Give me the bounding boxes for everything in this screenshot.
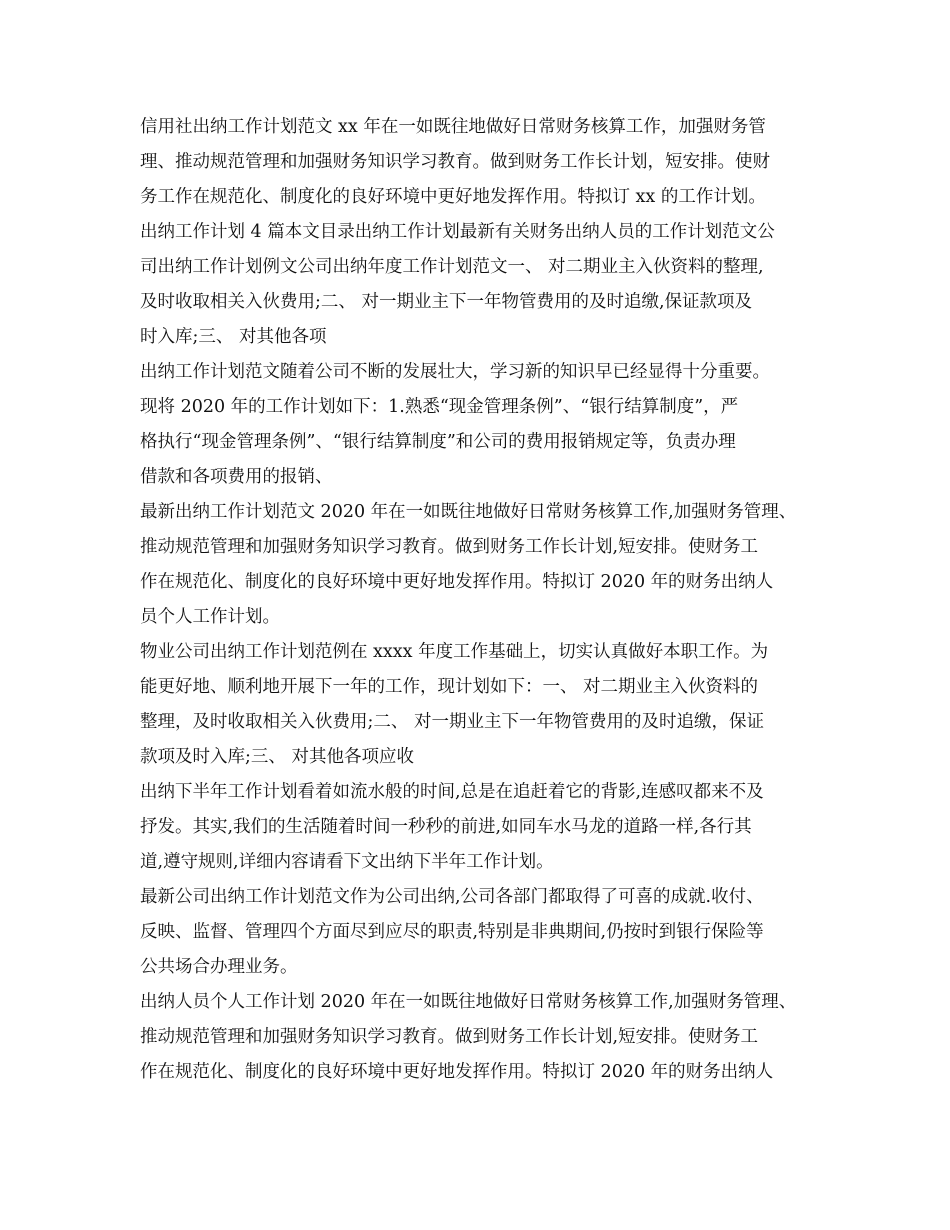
text-line: 作在规范化、制度化的良好环境中更好地发挥作用。特拟订 2020 年的财务出纳人 [140,1062,774,1082]
text-line: 最新出纳工作计划范文 2020 年在一如既往地做好日常财务核算工作,加强财务管理、 [140,502,797,522]
text-line: 员个人工作计划。 [140,607,280,627]
text-line: 务工作在规范化、制度化的良好环境中更好地发挥作用。特拟订 xx 的工作计划。 [140,187,766,207]
text-line: 出纳下半年工作计划看着如流水般的时间,总是在追赶着它的背影,连感叹都来不及 [140,782,764,802]
text-line: 推动规范管理和加强财务知识学习教育。做到财务工作长计划,短安排。使财务工 [140,1027,759,1047]
text-line: 时入库;三、 对其他各项 [140,327,327,347]
text-line: 司出纳工作计划例文公司出纳年度工作计划范文一、 对二期业主入伙资料的整理, [140,257,764,277]
text-line: 出纳人员个人工作计划 2020 年在一如既往地做好日常财务核算工作,加强财务管理、 [140,992,797,1012]
text-line: 借款和各项费用的报销、 [140,467,333,487]
text-line: 作在规范化、制度化的良好环境中更好地发挥作用。特拟订 2020 年的财务出纳人 [140,572,774,592]
text-line: 道,遵守规则,详细内容请看下文出纳下半年工作计划。 [140,852,554,872]
text-line: 出纳工作计划 4 篇本文目录出纳工作计划最新有关财务出纳人员的工作计划范文公 [140,222,775,242]
text-line: 现将 2020 年的工作计划如下：1.熟悉“现金管理条例”、“银行结算制度”，严 [140,397,739,417]
document-body [140,110,820,1090]
text-line: 反映、监督、管理四个方面尽到应尽的职责,特别是非典期间,仍按时到银行保险等 [140,922,764,942]
text-line: 能更好地、顺利地开展下一年的工作，现计划如下：一、 对二期业主入伙资料的 [140,677,759,697]
text-line: 整理，及时收取相关入伙费用;二、 对一期业主下一年物管费用的及时追缴，保证 [140,712,764,732]
text-line: 物业公司出纳工作计划范例在 xxxx 年度工作基础上，切实认真做好本职工作。为 [140,642,769,662]
text-line: 理、推动规范管理和加强财务知识学习教育。做到财务工作长计划，短安排。使财 [140,152,770,172]
text-line: 款项及时入库;三、 对其他各项应收 [140,747,414,767]
text-line: 公共场合办理业务。 [140,957,298,977]
text-line: 抒发。其实,我们的生活随着时间一秒秒的前进,如同车水马龙的道路一样,各行其 [140,817,752,837]
text-line: 信用社出纳工作计划范文 xx 年在一如既往地做好日常财务核算工作，加强财务管 [140,117,766,137]
text-line: 出纳工作计划范文随着公司不断的发展壮大，学习新的知识早已经显得十分重要。 [140,362,770,382]
text-line: 及时收取相关入伙费用;二、 对一期业主下一年物管费用的及时追缴,保证款项及 [140,292,753,312]
text-line: 最新公司出纳工作计划范文作为公司出纳,公司各部门都取得了可喜的成就.收付、 [140,887,764,907]
text-line: 格执行“现金管理条例”、“银行结算制度”和公司的费用报销规定等，负责办理 [140,432,736,452]
text-line: 推动规范管理和加强财务知识学习教育。做到财务工作长计划,短安排。使财务工 [140,537,759,557]
